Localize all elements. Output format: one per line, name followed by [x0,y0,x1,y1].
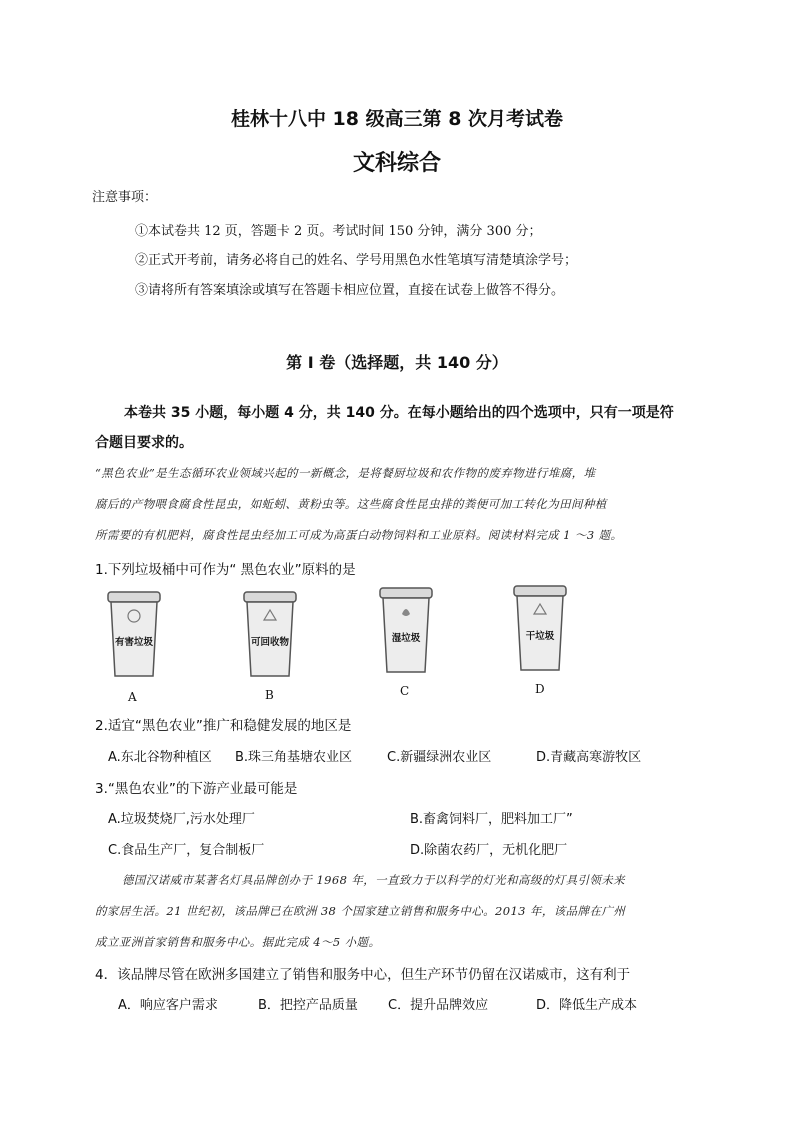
question-3-option-a[interactable]: A.垃圾焚烧厂,污水处理厂 [108,812,255,827]
bin-label: 湿垃圾 [391,633,421,644]
question-1-stem: 1.下列垃圾桶中可作为“ 黑色农业”原料的是 [95,562,356,578]
question-4-option-a[interactable]: A．响应客户需求 [118,998,218,1013]
question-2-option-a[interactable]: A.东北谷物种植区 [108,750,212,765]
option-letter: C [400,684,410,698]
question-3-option-b[interactable]: B.畜禽饲料厂，肥料加工厂” [410,812,573,827]
material-text: 德国汉诺威市某著名灯具品牌创办于 1968 年，一直致力于以科学的灯光和高级的灯具引领未来 [122,873,626,887]
note-item: ①本试卷共 12 页，答题卡 2 页。考试时间 150 分钟，满分 300 分； [135,224,542,239]
trash-bin-a[interactable] [104,590,164,704]
question-4-option-c[interactable]: C．提升品牌效应 [388,998,489,1013]
option-letter: B [265,688,274,702]
option-letter: D [535,682,545,696]
material-text: 所需要的有机肥料，腐食性昆虫经加工可成为高蛋白动物饲料和工业原料。阅读材料完成 1 ～3 题。 [95,528,623,542]
option-letter: A [128,690,137,704]
note-item: ③请将所有答案填涂或填写在答题卡相应位置，直接在试卷上做答不得分。 [135,283,565,298]
notes-heading: 注意事项： [92,190,158,205]
material-text: “黑色农业”是生态循环农业领域兴起的一新概念，是将餐厨垃圾和农作物的废弃物进行堆腐，堆 [95,466,596,480]
trash-bin-b[interactable] [240,590,300,700]
material-text: 成立亚洲首家销售和服务中心。据此完成 4～5 小题。 [95,935,381,949]
exam-title: 桂林十八中 18 级高三第 8 次月考试卷 [230,108,564,130]
question-3-option-c[interactable]: C.食品生产厂，复合制板厂 [108,843,265,858]
question-4-option-d[interactable]: D．降低生产成本 [536,998,638,1013]
section-instruction: 合题目要求的。 [95,435,193,451]
question-3-stem: 3.“黑色农业”的下游产业最可能是 [95,781,298,797]
question-2-option-b[interactable]: B.珠三角基塘农业区 [235,750,353,765]
question-4-option-b[interactable]: B．把控产品质量 [258,998,358,1013]
material-text: 腐后的产物喂食腐食性昆虫，如蚯蚓、黄粉虫等。这些腐食性昆虫排的粪便可加工转化为田间种植 [95,497,607,511]
question-3-option-d[interactable]: D.除菌农药厂，无机化肥厂 [410,843,568,858]
question-4-stem: 4．该品牌尽管在欧洲多国建立了销售和服务中心，但生产环节仍留在汉诺威市，这有利于 [95,967,631,983]
material-text: 的家居生活。21 世纪初，该品牌已在欧洲 38 个国家建立销售和服务中心。2013 年，该品牌在广州 [95,904,626,918]
note-item: ②正式开考前，请务必将自己的姓名、学号用黑色水性笔填写清楚填涂学号； [135,253,578,268]
question-2-option-c[interactable]: C.新疆绿洲农业区 [387,750,492,765]
question-2-stem: 2.适宜“黑色农业”推广和稳健发展的地区是 [95,718,352,734]
section-instruction: 本卷共 35 小题，每小题 4 分，共 140 分。在每小题给出的四个选项中，只有一项是符 [124,405,674,421]
question-2-option-d[interactable]: D.青藏高寒游牧区 [536,750,642,765]
bin-label: 干垃圾 [525,631,555,642]
trash-bin-c[interactable] [376,586,436,696]
exam-subtitle: 文科综合 [352,151,441,176]
bin-label: 可回收物 [250,637,289,648]
bin-label: 有害垃圾 [114,637,153,648]
section-title: 第 I 卷（选择题，共 140 分） [286,353,508,372]
trash-bin-d[interactable] [510,584,570,694]
